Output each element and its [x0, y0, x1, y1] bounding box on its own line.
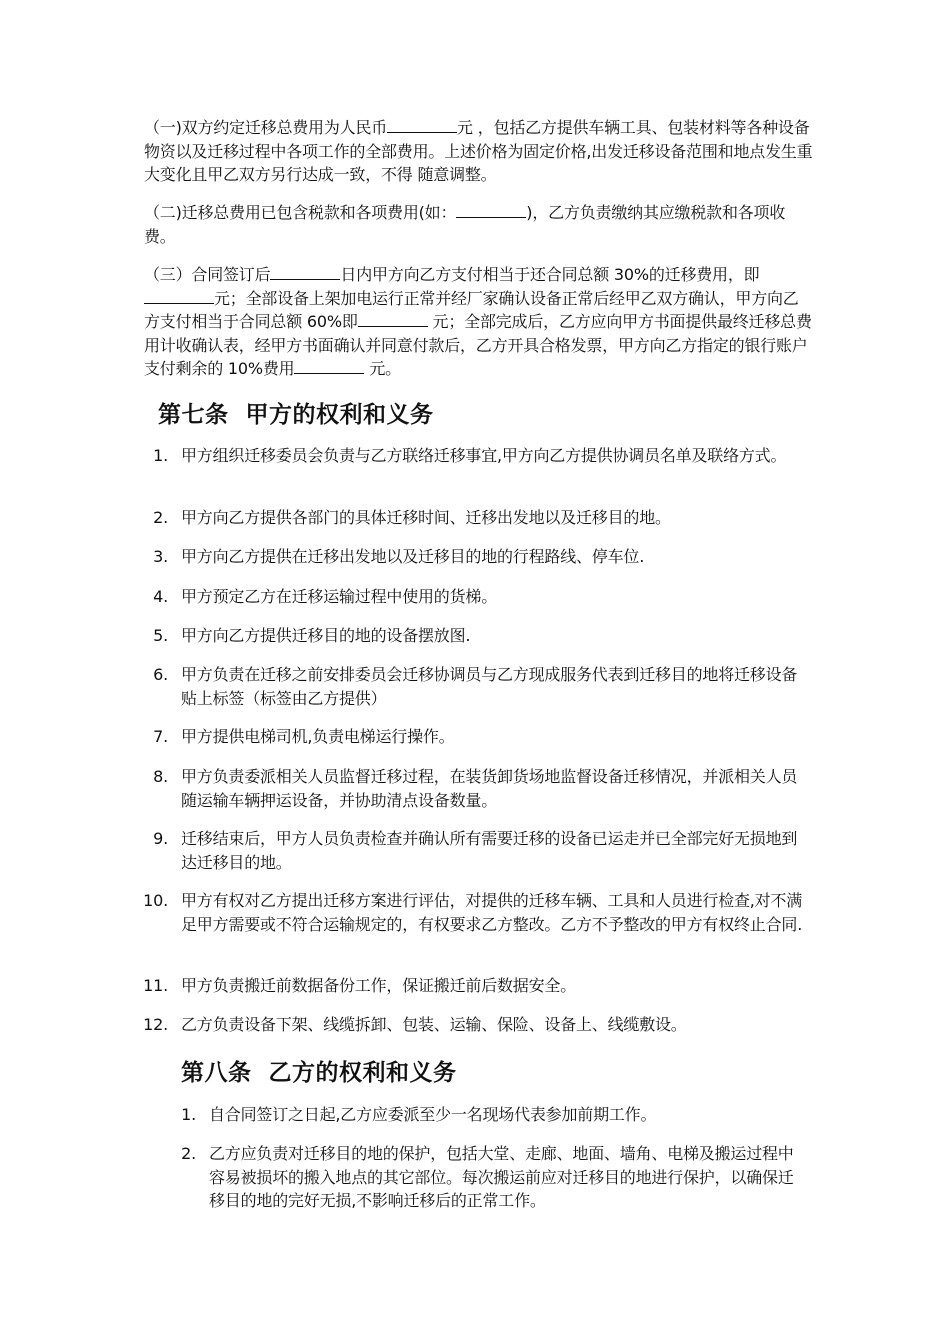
list-number: 2. — [181, 1144, 196, 1163]
paragraph-text: 元；全部设备上架加电运行正常并经厂家确认设备正常后经甲乙双方确认，甲方向乙方支付相当于合同总额 60%即 — [144, 288, 799, 331]
list-number: 2. — [153, 508, 168, 527]
list-number: 11. — [143, 976, 168, 995]
list-text: 甲方负责搬迁前数据备份工作，保证搬迁前后数据安全。 — [181, 976, 577, 995]
section-7-title: 第七条 甲方的权利和义务 — [158, 402, 434, 428]
list-text: 甲方有权对乙方提出迁移方案进行评估，对提供的迁移车辆、工具和人员进行检查,对不满足甲方需要或不符合运输规定的，有权要求乙方整改。乙方不予整改的甲方有权终止合同. — [181, 891, 803, 934]
fee-paragraph-3 — [144, 263, 814, 381]
paragraph-text: 元 ，包括乙方提供车辆工具、包装材料等各种设备物资以及迁移过程中各项工作的全部费用。上述价格为固定价格,出发迁移设备范围和地点发生重大变化且甲乙双方另行达成一致，不得 随意调整。 — [144, 118, 813, 184]
fill-in-blank — [358, 311, 428, 327]
fill-in-blank — [270, 264, 340, 280]
list-text: 自合同签订之日起,乙方应委派至少一名现场代表参加前期工作。 — [209, 1105, 657, 1124]
fee-paragraph-1 — [144, 116, 814, 187]
list-number: 8. — [153, 767, 168, 786]
list-number: 1. — [153, 446, 168, 465]
paragraph-text: 日内甲方向乙方支付相当于还合同总额 30%的迁移费用，即 — [340, 265, 760, 284]
list-number: 4. — [153, 587, 168, 606]
list-text: 乙方负责设备下架、线缆拆卸、包装、运输、保险、设备上、线缆敷设。 — [181, 1015, 687, 1034]
fill-in-blank — [456, 202, 526, 218]
list-text: 甲方负责委派相关人员监督迁移过程，在装货卸货场地监督设备迁移情况，并派相关人员随运输车辆押运设备，并协助清点设备数量。 — [181, 767, 798, 810]
list-text: 迁移结束后，甲方人员负责检查并确认所有需要迁移的设备已运走并已全部完好无损地到达迁移目的地。 — [181, 829, 798, 872]
list-number: 5. — [153, 626, 168, 645]
list-text: 甲方负责在迁移之前安排委员会迁移协调员与乙方现成服务代表到迁移目的地将迁移设备贴上标签（标签由乙方提供） — [181, 665, 798, 708]
list-text: 甲方预定乙方在迁移运输过程中使用的货梯。 — [181, 587, 498, 606]
list-text: 甲方向乙方提供各部门的具体迁移时间、迁移出发地以及迁移目的地。 — [181, 508, 671, 527]
list-text: 甲方向乙方提供在迁移出发地以及迁移目的地的行程路线、停车位. — [181, 547, 645, 566]
list-number: 10. — [143, 891, 168, 910]
list-number: 12. — [143, 1015, 168, 1034]
paragraph-text: （三）合同签订后 — [144, 265, 271, 284]
list-text: 甲方提供电梯司机,负责电梯运行操作。 — [181, 727, 455, 746]
list-number: 9. — [153, 829, 168, 848]
list-number: 3. — [153, 547, 168, 566]
paragraph-text: 元。 — [364, 359, 401, 378]
fill-in-blank — [144, 288, 214, 304]
paragraph-text: （一)双方约定迁移总费用为人民币 — [144, 118, 388, 137]
paragraph-text: )，乙方负责缴纳其应缴税款和各项收费。 — [144, 203, 786, 246]
section-8-title: 第八条 乙方的权利和义务 — [181, 1060, 457, 1086]
paragraph-text: （二)迁移总费用已包含税款和各项费用(如： — [144, 203, 457, 222]
list-text: 乙方应负责对迁移目的地的保护，包括大堂、走廊、地面、墙角、电梯及搬运过程中容易被损坏的搬入地点的其它部位。每次搬运前应对迁移目的地进行保护，以确保迁移目的地的完好无损,不影响迁移后的正常工作。 — [209, 1144, 794, 1210]
list-number: 7. — [153, 727, 168, 746]
fill-in-blank — [294, 358, 364, 374]
list-text: 甲方组织迁移委员会负责与乙方联络迁移事宜,甲方向乙方提供协调员名单及联络方式。 — [181, 446, 787, 465]
list-number: 6. — [153, 665, 168, 684]
paragraph-text: 元；全部完成后，乙方应向甲方书面提供最终迁移总费用计收确认表，经甲方书面确认并同意付款后，乙方开具合格发票，甲方向乙方指定的银行账户支付剩余的 10%费用 — [144, 312, 812, 378]
fill-in-blank — [387, 117, 457, 133]
list-text: 甲方向乙方提供迁移目的地的设备摆放图. — [181, 626, 471, 645]
fee-paragraph-2 — [144, 201, 814, 248]
list-number: 1. — [181, 1105, 196, 1124]
